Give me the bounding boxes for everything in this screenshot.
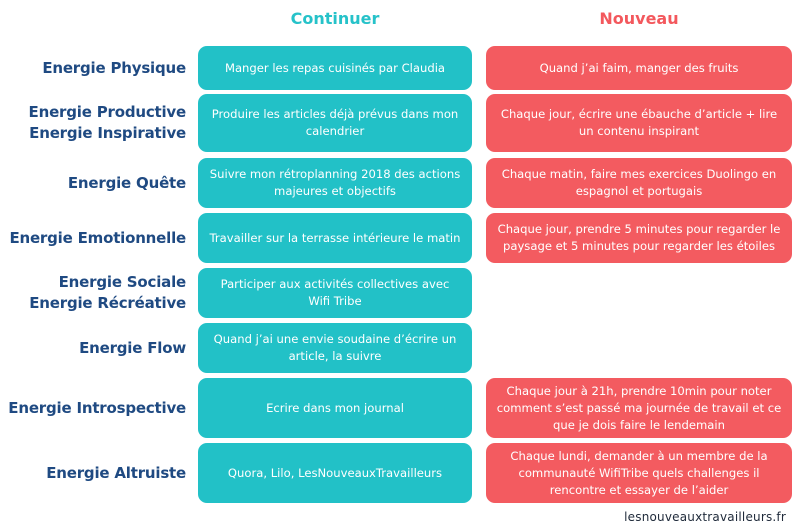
row-label-text: Energie Sociale — [58, 273, 186, 291]
continuer-cell: Ecrire dans mon journal — [198, 378, 472, 438]
row-label-text: Energie Introspective — [8, 398, 186, 417]
row-label-physique — [4, 46, 186, 90]
row-label-altruiste — [4, 443, 186, 503]
row-label-text: Energie Physique — [42, 58, 186, 77]
row-label-introspective — [4, 378, 186, 438]
nouveau-cell: Chaque jour à 21h, prendre 10min pour noter comment s’est passé ma journée de travail et ce que je dois faire le lendemain — [486, 378, 792, 438]
footer-url: lesnouveauxtravailleurs.fr — [624, 510, 786, 524]
row-label-text: Energie Flow — [79, 338, 186, 357]
continuer-cell: Manger les repas cuisinés par Claudia — [198, 46, 472, 90]
header-continuer: Continuer — [290, 9, 380, 28]
row-label-text: Energie Productive — [28, 103, 186, 121]
continuer-cell: Quora, Lilo, LesNouveauxTravailleurs — [198, 443, 472, 503]
header-nouveau: Nouveau — [599, 9, 679, 28]
nouveau-cell: Chaque jour, prendre 5 minutes pour regarder le paysage et 5 minutes pour regarder les étoiles — [486, 213, 792, 263]
continuer-cell: Produire les articles déjà prévus dans mon calendrier — [198, 94, 472, 152]
nouveau-cell: Chaque jour, écrire une ébauche d’article + lire un contenu inspirant — [486, 94, 792, 152]
row-label-text: Energie Récréative — [29, 294, 186, 312]
row-label-text: Energie Altruiste — [46, 463, 186, 482]
nouveau-cell: Quand j’ai faim, manger des fruits — [486, 46, 792, 90]
nouveau-cell: Chaque matin, faire mes exercices Duolingo en espagnol et portugais — [486, 158, 792, 208]
continuer-cell: Participer aux activités collectives avec Wifi Tribe — [198, 268, 472, 318]
row-label-text: Energie Quête — [67, 173, 186, 192]
row-label-text: Energie Inspirative — [29, 124, 186, 142]
row-label-text: Energie Emotionnelle — [9, 228, 186, 247]
row-label-flow — [4, 323, 186, 373]
row-label-productive-inspirative — [4, 94, 186, 152]
nouveau-cell: Chaque lundi, demander à un membre de la communauté WifiTribe quels challenges il rencontre et essayer de l’aider — [486, 443, 792, 503]
continuer-cell: Quand j’ai une envie soudaine d’écrire un article, la suivre — [198, 323, 472, 373]
continuer-cell: Suivre mon rétroplanning 2018 des actions majeures et objectifs — [198, 158, 472, 208]
row-label-sociale-recreative — [4, 268, 186, 318]
row-label-emotionnelle — [4, 213, 186, 263]
continuer-cell: Travailler sur la terrasse intérieure le matin — [198, 213, 472, 263]
row-label-quete — [4, 158, 186, 208]
